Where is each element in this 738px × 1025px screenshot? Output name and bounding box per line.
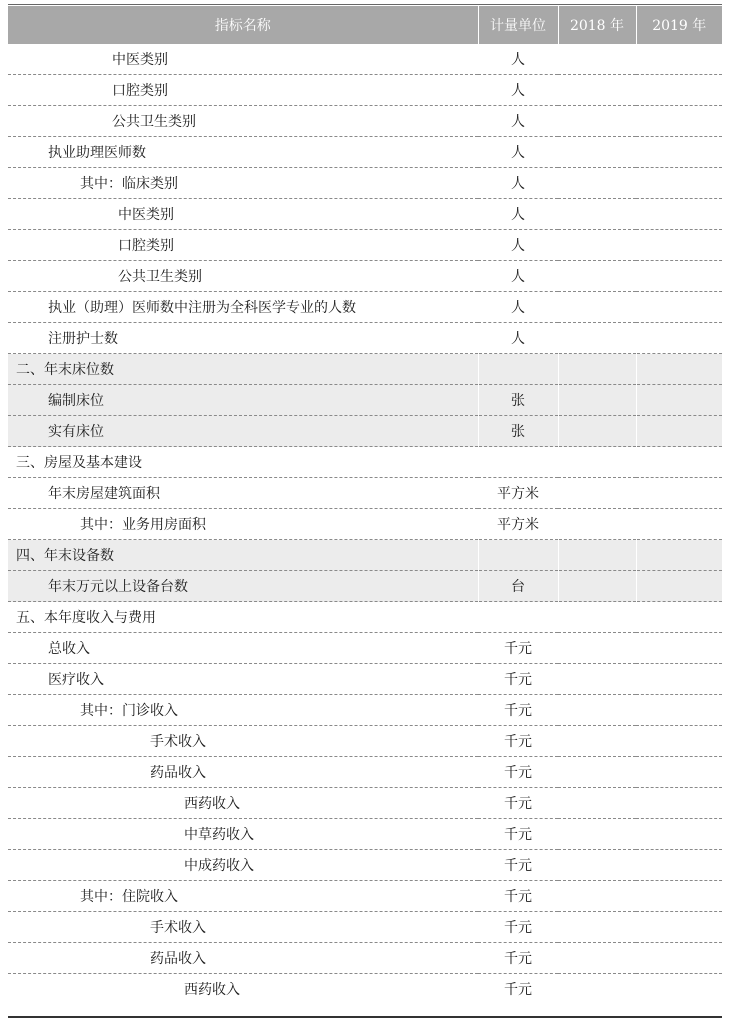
cell-2019 — [636, 75, 722, 106]
cell-2018 — [558, 447, 636, 478]
cell-2018 — [558, 881, 636, 912]
cell-2018 — [558, 943, 636, 974]
cell-2018 — [558, 664, 636, 695]
cell-2019 — [636, 168, 722, 199]
header-year-2018: 2018 年 — [558, 6, 636, 44]
row-unit: 人 — [478, 261, 558, 292]
cell-2019 — [636, 664, 722, 695]
cell-2019 — [636, 695, 722, 726]
header-year-2019: 2019 年 — [636, 6, 722, 44]
cell-2019 — [636, 633, 722, 664]
cell-2019 — [636, 261, 722, 292]
cell-2019 — [636, 478, 722, 509]
header-unit: 计量单位 — [478, 6, 558, 44]
row-label: 西药收入 — [8, 788, 478, 819]
bottom-rule — [8, 1016, 722, 1018]
section-row — [8, 354, 722, 385]
table-row — [8, 757, 722, 788]
row-label: 中医类别 — [8, 199, 478, 230]
cell-2018 — [558, 912, 636, 943]
cell-2019 — [636, 44, 722, 75]
row-unit: 平方米 — [478, 478, 558, 509]
cell-2018 — [558, 168, 636, 199]
row-label: 其中：住院收入 — [8, 881, 478, 912]
top-rule — [8, 4, 722, 5]
row-unit: 千元 — [478, 850, 558, 881]
row-label: 实有床位 — [8, 416, 478, 447]
table-row — [8, 571, 722, 602]
table-row — [8, 478, 722, 509]
row-label: 执业（助理）医师数中注册为全科医学专业的人数 — [8, 292, 478, 323]
row-label: 公共卫生类别 — [8, 261, 478, 292]
row-label: 手术收入 — [8, 726, 478, 757]
cell-2018 — [558, 509, 636, 540]
cell-2018 — [558, 137, 636, 168]
cell-2019 — [636, 292, 722, 323]
row-unit: 千元 — [478, 788, 558, 819]
row-label: 年末房屋建筑面积 — [8, 478, 478, 509]
section-row — [8, 447, 722, 478]
cell-2019 — [636, 509, 722, 540]
cell-2018 — [558, 757, 636, 788]
cell-2019 — [636, 788, 722, 819]
table-row — [8, 416, 722, 447]
row-unit: 人 — [478, 75, 558, 106]
cell-2018 — [558, 230, 636, 261]
row-unit: 千元 — [478, 819, 558, 850]
cell-2019 — [636, 881, 722, 912]
row-unit: 千元 — [478, 912, 558, 943]
row-unit: 人 — [478, 292, 558, 323]
cell-2019 — [636, 230, 722, 261]
row-label: 药品收入 — [8, 757, 478, 788]
row-unit: 千元 — [478, 633, 558, 664]
cell-2019 — [636, 354, 722, 385]
cell-2019 — [636, 137, 722, 168]
cell-2019 — [636, 726, 722, 757]
row-unit — [478, 540, 558, 571]
table-row — [8, 881, 722, 912]
table-row — [8, 137, 722, 168]
cell-2019 — [636, 943, 722, 974]
cell-2018 — [558, 540, 636, 571]
row-label: 其中：临床类别 — [8, 168, 478, 199]
table-row — [8, 292, 722, 323]
row-unit: 千元 — [478, 726, 558, 757]
table-row — [8, 695, 722, 726]
row-label: 手术收入 — [8, 912, 478, 943]
table-row — [8, 44, 722, 75]
cell-2019 — [636, 416, 722, 447]
section-label: 二、年末床位数 — [8, 354, 478, 385]
cell-2019 — [636, 106, 722, 137]
row-unit — [478, 602, 558, 633]
row-unit: 平方米 — [478, 509, 558, 540]
cell-2018 — [558, 292, 636, 323]
table-row — [8, 106, 722, 137]
cell-2019 — [636, 323, 722, 354]
row-unit: 台 — [478, 571, 558, 602]
cell-2019 — [636, 385, 722, 416]
row-unit: 千元 — [478, 695, 558, 726]
cell-2019 — [636, 199, 722, 230]
cell-2018 — [558, 354, 636, 385]
row-unit: 千元 — [478, 974, 558, 1005]
table-row — [8, 199, 722, 230]
row-unit: 千元 — [478, 943, 558, 974]
row-label: 西药收入 — [8, 974, 478, 1005]
row-label: 口腔类别 — [8, 230, 478, 261]
cell-2018 — [558, 261, 636, 292]
cell-2018 — [558, 44, 636, 75]
table-row — [8, 75, 722, 106]
cell-2018 — [558, 75, 636, 106]
table-header-row — [8, 6, 722, 44]
row-unit: 人 — [478, 137, 558, 168]
row-label: 中医类别 — [112, 52, 168, 68]
cell-2019 — [636, 447, 722, 478]
row-unit: 千元 — [478, 881, 558, 912]
row-unit — [478, 354, 558, 385]
row-unit: 人 — [478, 323, 558, 354]
row-label: 中草药收入 — [8, 819, 478, 850]
cell-2019 — [636, 540, 722, 571]
table-row — [8, 509, 722, 540]
table-row — [8, 788, 722, 819]
cell-2018 — [558, 478, 636, 509]
cell-2019 — [636, 571, 722, 602]
row-label: 年末万元以上设备台数 — [8, 571, 478, 602]
cell-2018 — [558, 323, 636, 354]
header-indicator-name: 指标名称 — [8, 6, 478, 44]
row-unit: 人 — [478, 230, 558, 261]
row-label: 公共卫生类别 — [8, 106, 478, 137]
row-unit: 人 — [478, 168, 558, 199]
row-unit: 人 — [478, 106, 558, 137]
cell-2018 — [558, 695, 636, 726]
cell-2018 — [558, 819, 636, 850]
row-unit: 张 — [478, 385, 558, 416]
cell-2018 — [558, 416, 636, 447]
row-unit: 人 — [478, 199, 558, 230]
row-label: 其中：业务用房面积 — [8, 509, 478, 540]
row-label: 执业助理医师数 — [8, 137, 478, 168]
row-label: 注册护士数 — [8, 323, 478, 354]
row-unit: 千元 — [478, 664, 558, 695]
cell-2019 — [636, 850, 722, 881]
cell-2019 — [636, 974, 722, 1005]
row-unit: 张 — [478, 416, 558, 447]
row-label: 医疗收入 — [8, 664, 478, 695]
cell-2018 — [558, 633, 636, 664]
row-label: 其中：门诊收入 — [8, 695, 478, 726]
cell-2018 — [558, 199, 636, 230]
table-row — [8, 912, 722, 943]
table-row — [8, 819, 722, 850]
row-label: 中成药收入 — [8, 850, 478, 881]
cell-2019 — [636, 602, 722, 633]
cell-2019 — [636, 912, 722, 943]
section-label: 五、本年度收入与费用 — [8, 602, 478, 633]
cell-2019 — [636, 819, 722, 850]
row-label: 总收入 — [8, 633, 478, 664]
table-row — [8, 323, 722, 354]
cell-2018 — [558, 850, 636, 881]
cell-2018 — [558, 602, 636, 633]
table-row — [8, 850, 722, 881]
table-row — [8, 385, 722, 416]
cell-2018 — [558, 571, 636, 602]
table-row — [8, 261, 722, 292]
cell-2019 — [636, 757, 722, 788]
cell-2018 — [558, 385, 636, 416]
indicator-table — [8, 6, 722, 1004]
row-label: 编制床位 — [8, 385, 478, 416]
cell-2018 — [558, 726, 636, 757]
cell-2018 — [558, 106, 636, 137]
row-label: 药品收入 — [8, 943, 478, 974]
section-row — [8, 540, 722, 571]
table-row — [8, 633, 722, 664]
section-label: 四、年末设备数 — [8, 540, 478, 571]
section-label: 三、房屋及基本建设 — [8, 447, 478, 478]
section-row — [8, 602, 722, 633]
table-row — [8, 726, 722, 757]
table-row — [8, 943, 722, 974]
table-row — [8, 974, 722, 1005]
row-unit: 人 — [511, 52, 525, 68]
row-label: 口腔类别 — [8, 75, 478, 106]
table-row — [8, 230, 722, 261]
table-row — [8, 664, 722, 695]
row-unit — [478, 447, 558, 478]
cell-2018 — [558, 788, 636, 819]
row-unit: 千元 — [478, 757, 558, 788]
cell-2018 — [558, 974, 636, 1005]
table-row — [8, 168, 722, 199]
